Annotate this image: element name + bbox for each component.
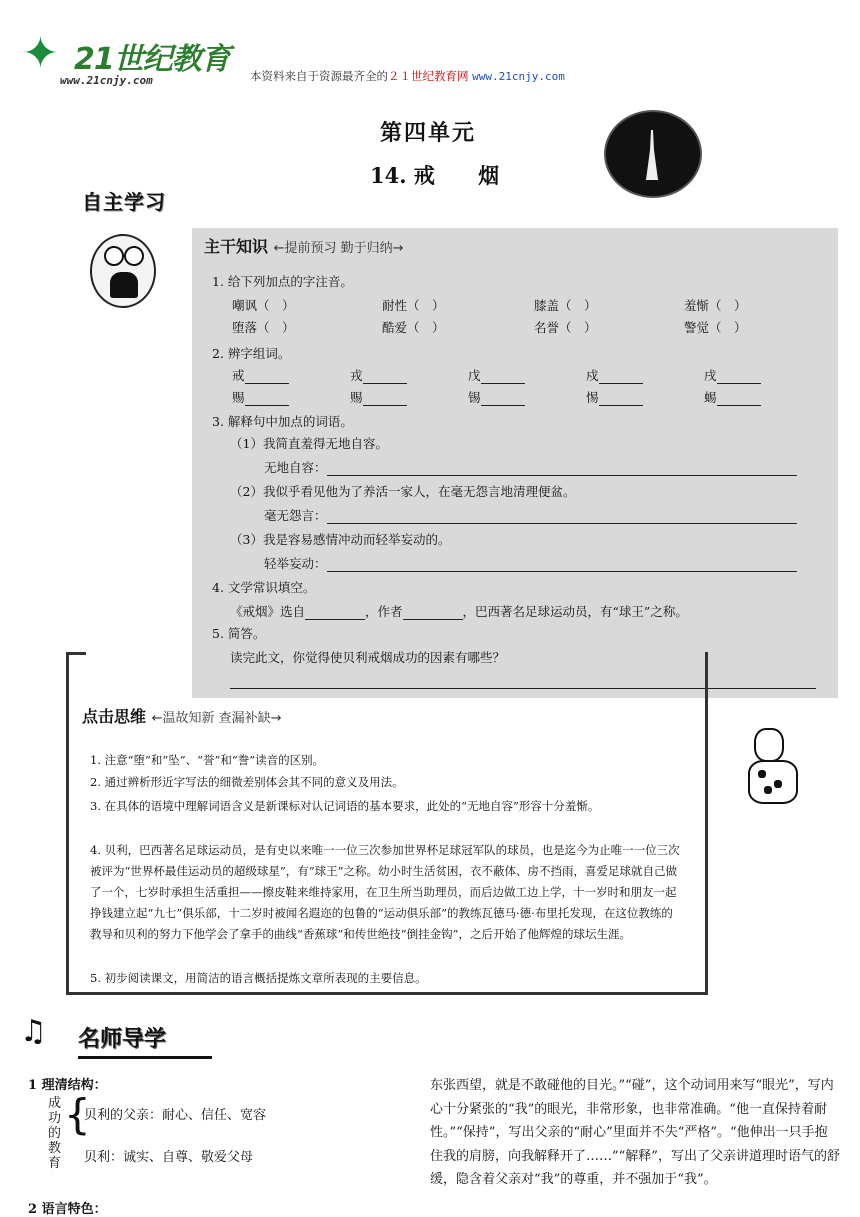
q3-answer[interactable]: 轻举妄动： — [264, 554, 797, 572]
monument-icon — [604, 110, 702, 198]
q3-sentence: （2）我似乎看见他为了养活一家人，在毫无怨言地清理便盆。 — [230, 484, 576, 499]
giraffe-mascot-icon — [734, 724, 808, 806]
frame-corner — [66, 652, 86, 655]
q2-item: 惕 — [586, 388, 643, 406]
q3-sentence: （3）我是容易感情冲动而轻举妄动的。 — [230, 532, 451, 547]
thinking-item: 2. 通过辨析形近字写法的细微差别体会其不同的意义及用法。 — [90, 775, 404, 789]
q5-text: 读完此文，你觉得使贝利戒烟成功的因素有哪些？ — [230, 650, 506, 665]
music-notes-icon: ♫ — [20, 1014, 47, 1049]
logo-url: www.21cnjy.com — [60, 74, 153, 87]
runner-icon: ✦ — [22, 28, 59, 79]
main-knowledge-heading: 主干知识 ←提前预习 勤于归纳→ — [204, 237, 404, 256]
site-url-link[interactable]: www.21cnjy.com — [472, 70, 565, 83]
self-study-heading: 自主学习 — [82, 190, 166, 214]
q1-item: 嘲讽（ ） — [232, 298, 295, 313]
q1-item: 名誉（ ） — [534, 320, 597, 335]
brace-icon: { — [64, 1090, 91, 1139]
q2-item: 戊 — [468, 366, 525, 384]
q1-item: 酷爱（ ） — [382, 320, 445, 335]
thinking-item: 1. 注意“堕”和“坠”、“誉”和“誊”读音的区别。 — [90, 753, 325, 767]
site-logo[interactable] — [8, 18, 238, 88]
q3-title: 3. 解释句中加点的词语。 — [212, 414, 353, 429]
q1-item: 警觉（ ） — [684, 320, 747, 335]
frog-mascot-icon — [90, 234, 156, 308]
site-name-link[interactable]: ２１世纪教育网 — [388, 69, 469, 83]
lesson-title: 14. 戒 烟 — [370, 163, 518, 188]
q2-item: 锡 — [468, 388, 525, 406]
source-notice: 本资料来自于资源最齐全的２１世纪教育网 www.21cnjy.com — [250, 69, 565, 83]
q4-title: 4. 文学常识填空。 — [212, 580, 316, 595]
thinking-heading: 点击思维 ←温故知新 查漏补缺→ — [82, 707, 282, 726]
unit-title: 第四单元 — [380, 120, 477, 146]
thinking-item: 5. 初步阅读课文，用简洁的语言概括提炼文章所表现的主要信息。 — [90, 971, 427, 985]
structure-branch: 贝利的父亲：耐心、信任、宽容 — [84, 1108, 267, 1123]
q2-item: 戌 — [704, 366, 761, 384]
logo-text: 21世纪教育 — [74, 42, 230, 77]
q2-item: 蜴 — [704, 388, 761, 406]
q1-title: 1. 给下列加点的字注音。 — [212, 274, 353, 289]
structure-branch: 贝利：诚实、自尊、敬爱父母 — [84, 1150, 254, 1165]
teacher-guide-heading: 名师导学 — [78, 1027, 167, 1052]
structure-title: 1 理清结构： — [28, 1078, 107, 1093]
q1-item: 耐性（ ） — [382, 298, 445, 313]
q3-answer[interactable]: 毫无怨言： — [264, 506, 797, 524]
language-analysis: 东张西望，就是不敢碰他的目光。”“碰”，这个动词用来写“眼光”，写内心十分紧张的“我”的眼光，非常形象，也非常准确。“他一直保持着耐性。”“保持”，写出父亲的“耐心”里面并不失“严格”。“他伸出一只手抱住我的肩膀，向我解释开了……”“解释”，写出了父亲讲道理时语气的舒缓，隐含着父亲对“我”的尊重，并不强加于“我”。 — [430, 1078, 840, 1187]
q4-fill[interactable]: 《戒烟》选自 ，作者 ，巴西著名足球运动员，有“球王”之称。 — [230, 604, 688, 619]
thinking-item: 3. 在具体的语境中理解词语含义是新课标对认记词语的基本要求，此处的“无地自容”形容十分羞惭。 — [90, 799, 600, 813]
heading-underline — [78, 1056, 212, 1059]
q1-item: 膝盖（ ） — [534, 298, 597, 313]
q2-item: 赐 — [350, 388, 407, 406]
q2-item: 赐 — [232, 388, 289, 406]
q5-title: 5. 简答。 — [212, 626, 266, 641]
q2-item: 戍 — [586, 366, 643, 384]
q2-item: 戎 — [350, 366, 407, 384]
language-title: 2 语言特色： — [28, 1202, 107, 1217]
structure-center: 成功的教育 — [48, 1096, 62, 1171]
q3-answer[interactable]: 无地自容： — [264, 458, 797, 476]
q3-sentence: （1）我简直羞得无地自容。 — [230, 436, 388, 451]
thinking-item: 4. 贝利，巴西著名足球运动员，是有史以来唯一一位三次参加世界杯足球冠军队的球员，也是迄今为止唯一一位三次被评为“世界杯最佳运动员的超级球星”，有“球王”之称。幼小时生活贫困，衣不蔽体、房不挡雨，喜爱足球就自己做了一个，七岁时承担生活重担——擦皮鞋来维持家用，在卫生所当助理员，而后边做工边上学，十一岁时和朋友一起挣钱建立起“九七”俱乐部，十二岁时被闻名遐迩的包鲁的“运动俱乐部”的教练瓦德马·德·布里托发现，在这位教练的教导和贝利的努力下他学会了拿手的曲线“香蕉球”和传世绝技“倒挂金钩”，之后开始了他辉煌的球坛生涯。 — [90, 843, 680, 941]
q1-item: 堕落（ ） — [232, 320, 295, 335]
q2-title: 2. 辨字组词。 — [212, 346, 291, 361]
q2-item: 戒 — [232, 366, 289, 384]
q1-item: 羞惭（ ） — [684, 298, 747, 313]
